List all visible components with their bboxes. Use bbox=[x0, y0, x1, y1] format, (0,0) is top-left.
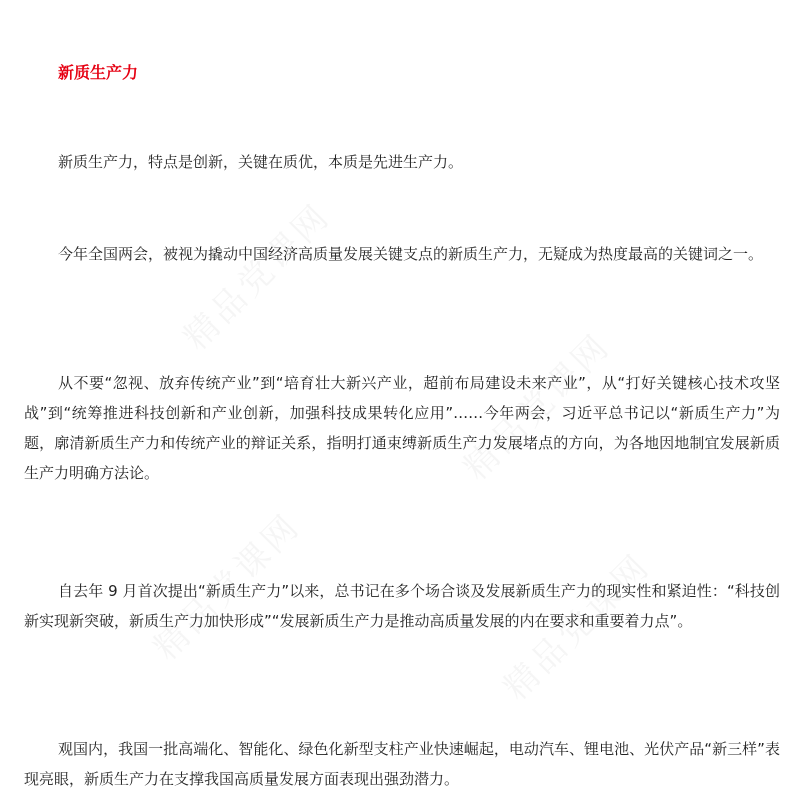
paragraph: 今年全国两会，被视为撬动中国经济高质量发展关键支点的新质生产力，无疑成为热度最高的关键词之一。 bbox=[58, 245, 764, 263]
watermark: 精品党课网 bbox=[146, 505, 309, 669]
paragraph: 观国内，我国一批高端化、智能化、绿色化新型支柱产业快速崛起，电动汽车、锂电池、光伏产品“新三样”表现亮眼，新质生产力在支撑我国高质量发展方面表现出强劲潜力。 bbox=[24, 740, 780, 788]
watermark: 精品党课网 bbox=[176, 195, 339, 359]
paragraph: 自去年 9 月首次提出“新质生产力”以来，总书记在多个场合谈及发展新质生产力的现实性和紧迫性：“科技创新实现新突破，新质生产力加快形成”“发展新质生产力是推动高质量发展的内在要求和重要着力点”。 bbox=[24, 582, 780, 630]
paragraph: 新质生产力，特点是创新，关键在质优，本质是先进生产力。 bbox=[58, 153, 464, 171]
page-title: 新质生产力 bbox=[58, 63, 139, 82]
watermark: 精品党课网 bbox=[456, 325, 619, 489]
paragraph: 从不要“忽视、放弃传统产业”到“培育壮大新兴产业，超前布局建设未来产业”，从“打好关键核心技术攻坚战”到“统筹推进科技创新和产业创新，加强科技成果转化应用”……今年两会，习近平总书记以“新质生产力”为题，廓清新质生产力和传统产业的辩证关系，指明打通束缚新质生产力发展堵点的方向，为各地因地制宜发展新质生产力明确方法论。 bbox=[24, 374, 780, 482]
watermark: 精品党课网 bbox=[496, 545, 659, 709]
